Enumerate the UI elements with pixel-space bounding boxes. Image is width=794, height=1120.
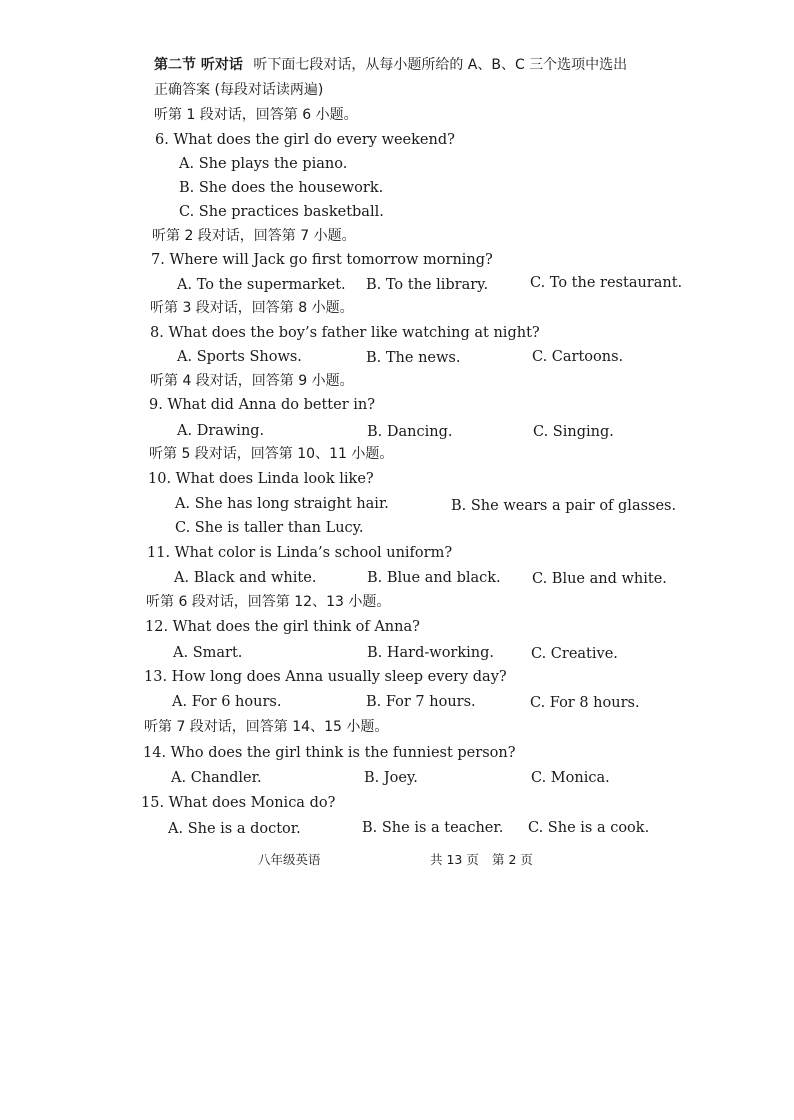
dialogue-instruction: 听第 6 段对话，回答第 12、13 小题。 bbox=[146, 594, 391, 610]
dialogue-instruction: 听第 3 段对话，回答第 8 小题。 bbox=[150, 300, 354, 316]
question-text: 14. Who does the girl think is the funniest person? bbox=[143, 745, 516, 761]
option-b: B. For 7 hours. bbox=[366, 694, 476, 710]
question-text: 8. What does the boy’s father like watching at night? bbox=[150, 325, 540, 341]
option-a: A. She is a doctor. bbox=[168, 821, 301, 837]
option-b: B. Joey. bbox=[364, 770, 418, 786]
dialogue-instruction: 听第 4 段对话，回答第 9 小题。 bbox=[150, 373, 354, 389]
option-b: B. She does the housework. bbox=[179, 180, 384, 196]
question-text: 7. Where will Jack go first tomorrow morning? bbox=[151, 252, 493, 268]
question-text: 15. What does Monica do? bbox=[141, 795, 336, 811]
option-c: C. Singing. bbox=[533, 424, 614, 440]
option-a: A. Drawing. bbox=[177, 423, 265, 439]
option-a: A. She has long straight hair. bbox=[175, 496, 389, 512]
option-c: C. Blue and white. bbox=[532, 571, 667, 587]
option-a: A. Smart. bbox=[173, 645, 243, 661]
question-text: 11. What color is Linda’s school uniform? bbox=[147, 545, 453, 561]
option-c: C. To the restaurant. bbox=[530, 275, 683, 291]
option-c: C. Cartoons. bbox=[532, 349, 624, 365]
section-instruction: 听下面七段对话，从每小题所给的 A、B、C 三个选项中选出 bbox=[253, 57, 628, 73]
question-text: 9. What did Anna do better in? bbox=[149, 397, 375, 413]
footer-subject: 八年级英语 bbox=[258, 852, 321, 867]
dialogue-instruction: 听第 2 段对话，回答第 7 小题。 bbox=[152, 228, 356, 244]
dialogue-instruction: 听第 7 段对话，回答第 14、15 小题。 bbox=[144, 719, 389, 735]
question-text: 10. What does Linda look like? bbox=[148, 471, 374, 487]
question-text: 12. What does the girl think of Anna? bbox=[145, 619, 420, 635]
option-c: C. She practices basketball. bbox=[179, 204, 384, 220]
question-text: 6. What does the girl do every weekend? bbox=[155, 132, 455, 148]
option-b: B. Dancing. bbox=[367, 424, 453, 440]
section-title: 第二节 听对话 bbox=[154, 57, 243, 73]
option-b: B. Blue and black. bbox=[367, 570, 501, 586]
option-c: C. She is a cook. bbox=[528, 820, 650, 836]
option-b: B. To the library. bbox=[366, 277, 489, 293]
footer-page-number: 第 2 页 bbox=[492, 852, 533, 867]
option-a: A. To the supermarket. bbox=[177, 277, 346, 293]
option-a: A. Black and white. bbox=[174, 570, 317, 586]
option-b: B. Hard-working. bbox=[367, 645, 495, 661]
option-b: B. The news. bbox=[366, 350, 461, 366]
option-c: C. She is taller than Lucy. bbox=[175, 520, 364, 536]
option-a: A. She plays the piano. bbox=[179, 156, 348, 172]
option-b: B. She wears a pair of glasses. bbox=[451, 498, 677, 514]
option-c: C. For 8 hours. bbox=[530, 695, 640, 711]
dialogue-instruction: 听第 5 段对话，回答第 10、11 小题。 bbox=[149, 446, 394, 462]
footer-page-count: 共 13 页 bbox=[430, 852, 479, 867]
option-c: C. Creative. bbox=[531, 646, 618, 662]
option-a: A. Chandler. bbox=[171, 770, 262, 786]
option-a: A. For 6 hours. bbox=[172, 694, 282, 710]
section-instruction-cont: 正确答案 (每段对话读两遍) bbox=[154, 82, 324, 98]
question-text: 13. How long does Anna usually sleep every day? bbox=[144, 669, 507, 685]
option-c: C. Monica. bbox=[531, 770, 610, 786]
section-header bbox=[154, 56, 627, 74]
option-a: A. Sports Shows. bbox=[177, 349, 302, 365]
option-b: B. She is a teacher. bbox=[362, 820, 504, 836]
dialogue-instruction: 听第 1 段对话，回答第 6 小题。 bbox=[154, 107, 358, 123]
